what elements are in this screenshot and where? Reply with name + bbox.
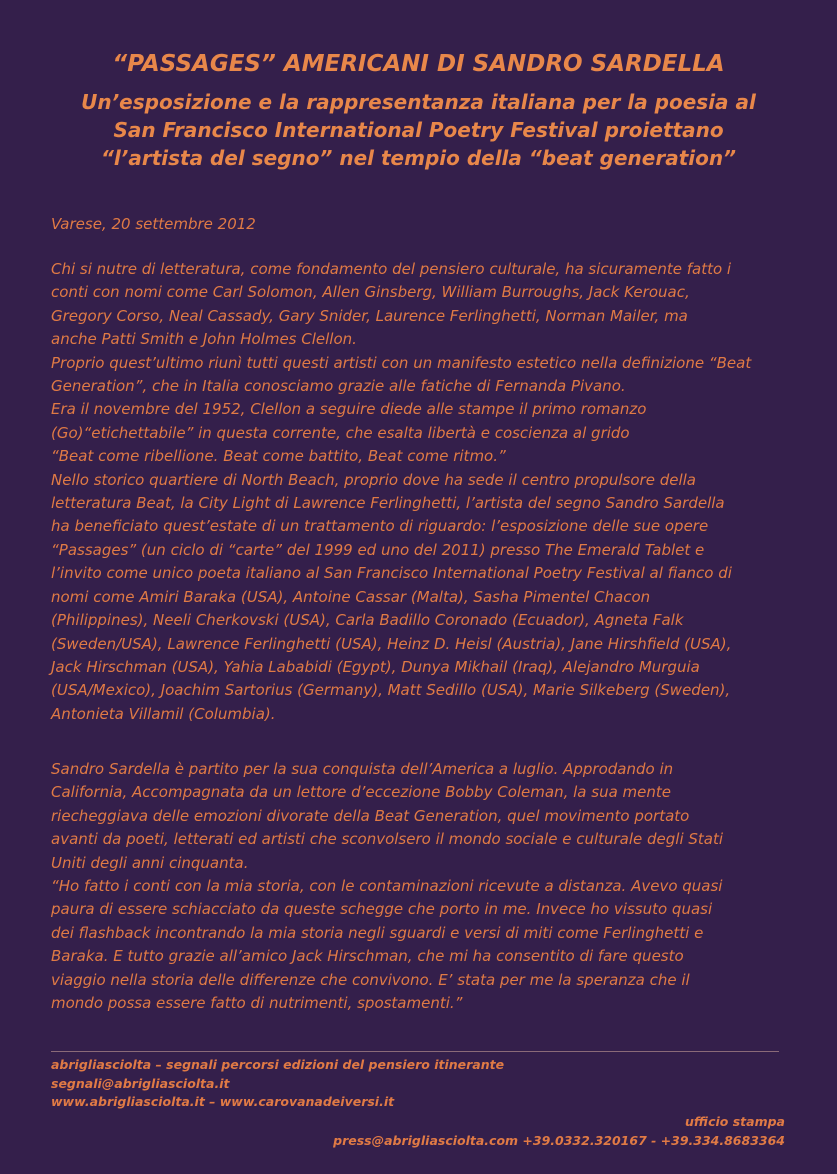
text-line: Sandro Sardella è partito per la sua conquista dell’America a luglio. Approdando in <box>51 760 674 778</box>
text-line: Proprio quest’ultimo riunì tutti questi artisti con un manifesto estetico nella definizione “Beat <box>51 353 752 372</box>
text-line: Generation”, che in Italia conosciamo grazie alle fatiche di Fernanda Pivano. <box>51 377 626 396</box>
text-line: (Philippines), Neeli Cherkovski (USA), Carla Badillo Coronado (Ecuador), Agneta Falk <box>51 611 684 630</box>
text-line: anche Patti Smith e John Holmes Clellon. <box>51 330 357 349</box>
subtitle-line: Un’esposizione e la rappresentanza italiana per la poesia al <box>81 90 756 114</box>
text-line: mondo possa essere fatto di nutrimenti, spostamenti.” <box>51 994 463 1013</box>
text-line: nomi come Amiri Baraka (USA), Antoine Cassar (Malta), Sasha Pimentel Chacon <box>51 587 651 606</box>
text-line: (USA/Mexico), Joachim Sartorius (Germany), Matt Sedillo (USA), Marie Silkeberg (Sweden), <box>51 681 731 700</box>
text-line: Nello storico quartiere di North Beach, proprio dove ha sede il centro propulsore della <box>51 470 696 489</box>
press-office-label: ufficio stampa <box>684 1114 785 1129</box>
text-line: l’invito come unico poeta italiano al San Francisco International Poetry Festival al fianco di <box>51 564 732 583</box>
text-line: dei flashback incontrando la mia storia negli sguardi e versi di miti come Ferlinghetti e <box>51 923 704 942</box>
text-line: “Beat come ribellione. Beat come battito, Beat come ritmo.” <box>51 447 506 466</box>
footer-divider <box>51 1051 779 1052</box>
text-line: (Sweden/USA), Lawrence Ferlinghetti (USA), Heinz D. Heisl (Austria), Jane Hirshfield (USA), <box>51 634 732 653</box>
text-line: paura di essere schiacciato da queste schegge che porto in me. Invece ho vissuto quasi <box>51 900 713 919</box>
text-line: avanti da poeti, letterati ed artisti che sconvolsero il mondo sociale e culturale degli Stati <box>51 830 724 849</box>
text-line: “Ho fatto i conti con la mia storia, con le contaminazioni ricevute a distanza. Avevo quasi <box>51 877 723 896</box>
text-line: California, Accompagnata da un lettore d’eccezione Bobby Coleman, la sua mente <box>51 783 671 802</box>
text-line: letteratura Beat, la City Light di Lawrence Ferlinghetti, l’artista del segno Sandro Sardella <box>51 494 725 513</box>
press-office <box>333 1113 785 1150</box>
email-link[interactable]: segnali@abrigliasciolta.it <box>51 1075 230 1091</box>
body-paragraph-1 <box>51 258 796 726</box>
text-line: viaggio nella storia delle differenze che convivono. E’ stata per me la speranza che il <box>51 970 690 989</box>
text-line: Baraka. E tutto grazie all’amico Jack Hirschman, che mi ha consentito di fare questo <box>51 947 684 966</box>
website-links[interactable]: www.abrigliasciolta.it – www.carovanadeiversi.it <box>51 1094 395 1109</box>
body-paragraph-2 <box>51 758 796 1015</box>
text-line: ha beneficiato quest’estate di un trattamento di riguardo: l’esposizione delle sue opere <box>51 517 709 536</box>
text-line: Chi si nutre di letteratura, come fondamento del pensiero culturale, ha sicuramente fatto i <box>51 260 732 278</box>
publisher-line: abrigliasciolta – segnali percorsi edizioni del pensiero itinerante <box>51 1057 505 1072</box>
text-line: riecheggiava delle emozioni divorate della Beat Generation, quel movimento portato <box>51 806 690 825</box>
footer-contacts <box>51 1056 504 1112</box>
dateline: Varese, 20 settembre 2012 <box>51 215 256 233</box>
page-subtitle <box>0 88 837 172</box>
text-line: Gregory Corso, Neal Cassady, Gary Snider, Laurence Ferlinghetti, Norman Mailer, ma <box>51 306 688 325</box>
press-contacts[interactable]: press@abrigliasciolta.com +39.0332.320167 - +39.334.8683364 <box>333 1132 785 1148</box>
text-line: Antonieta Villamil (Columbia). <box>51 704 276 723</box>
text-line: “Passages” (un ciclo di “carte” del 1999 ed uno del 2011) presso The Emerald Tablet e <box>51 540 705 559</box>
text-line: Era il novembre del 1952, Clellon a seguire diede alle stampe il primo romanzo <box>51 400 647 419</box>
subtitle-line: “l’artista del segno” nel tempio della “beat generation” <box>101 146 736 170</box>
text-line: Jack Hirschman (USA), Yahia Lababidi (Egypt), Dunya Mikhail (Iraq), Alejandro Murguia <box>51 657 700 676</box>
text-line: conti con nomi come Carl Solomon, Allen Ginsberg, William Burroughs, Jack Kerouac, <box>51 283 690 302</box>
subtitle-line: San Francisco International Poetry Festival proiettano <box>113 118 724 142</box>
text-line: Uniti degli anni cinquanta. <box>51 853 249 872</box>
page-title: “PASSAGES” AMERICANI DI SANDRO SARDELLA <box>112 51 725 77</box>
text-line: (Go)“etichettabile” in questa corrente, che esalta libertà e coscienza al grido <box>51 423 630 442</box>
